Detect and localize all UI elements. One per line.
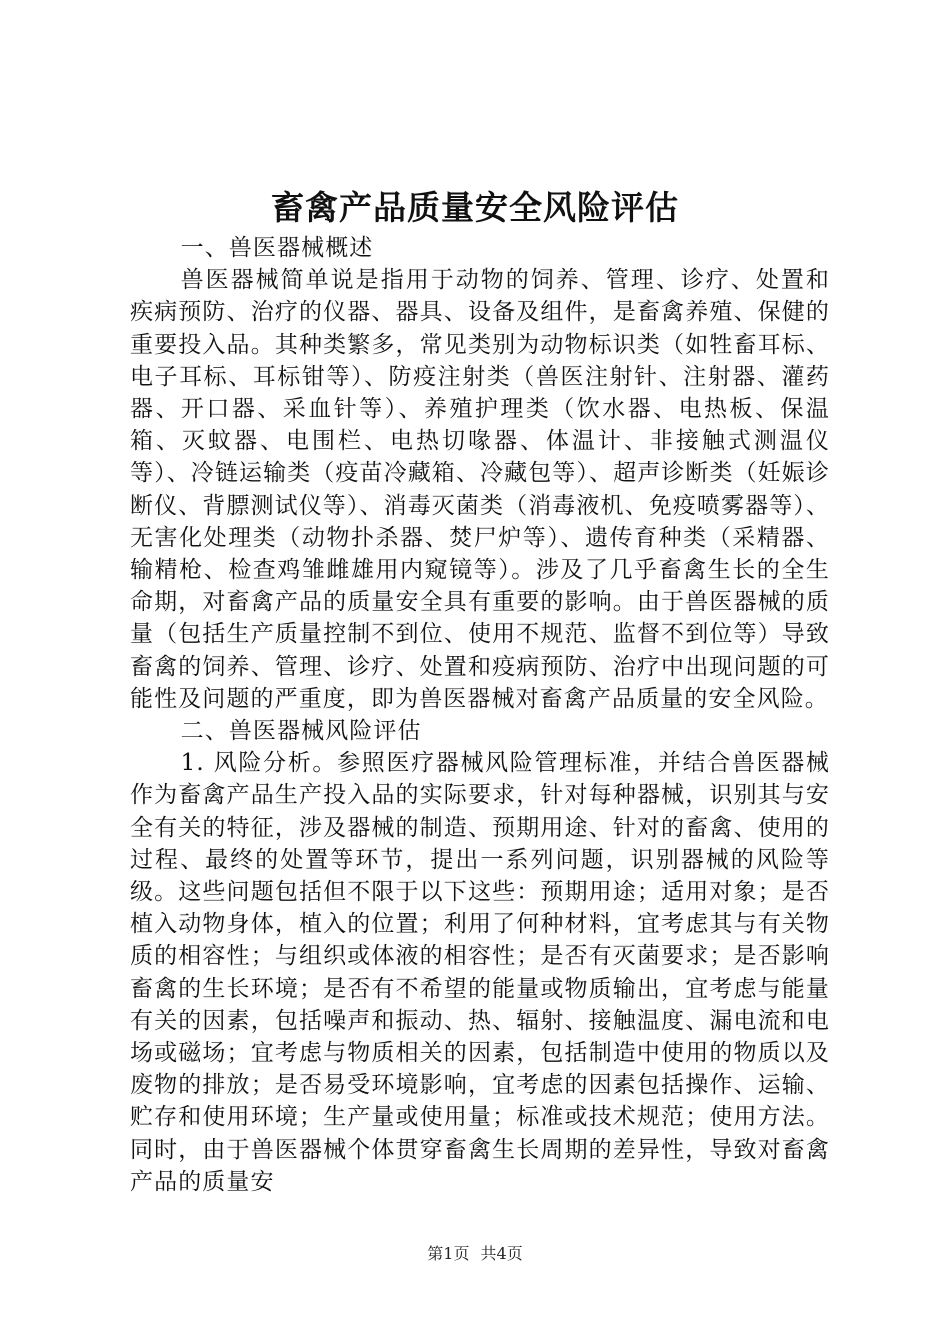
section-paragraph-risk-analysis: 1. 风险分析。参照医疗器械风险管理标准，并结合兽医器械作为畜禽产品生产投入品的实际要求，针对每种器械，识别其与安全有关的特征，涉及器械的制造、预期用途、针对的畜禽、使用的过程、最终的处置等环节，提出一系列问题，识别器械的风险等级。这些问题包括但不限于以下这些：预期用途；适用对象；是否植入动物身体，植入的位置；利用了何种材料，宜考虑其与有关物质的相容性；与组织或体液的相容性；是否有灭菌要求；是否影响畜禽的生长环境；是否有不希望的能量或物质输出，宜考虑与能量有关的因素，包括噪声和振动、热、辐射、接触温度、漏电流和电场或磁场；宜考虑与物质相关的因素，包括制造中使用的物质以及废物的排放；是否易受环境影响，宜考虑的因素包括操作、运输、贮存和使用环境；生产量或使用量；标准或技术规范；使用方法。同时，由于兽医器械个体贯穿畜禽生长周期的差异性，导致对畜禽产品的质量安	[130, 750, 830, 1195]
page-footer	[0, 1244, 950, 1264]
document-body	[130, 232, 830, 1198]
page-total: 共4页	[480, 1244, 523, 1263]
page-number: 第1页	[427, 1244, 470, 1263]
section-heading-overview: 一、兽医器械概述	[180, 235, 374, 261]
section-heading-risk-assessment: 二、兽医器械风险评估	[180, 718, 422, 745]
section-paragraph-overview: 兽医器械简单说是指用于动物的饲养、管理、诊疗、处置和疾病预防、治疗的仪器、器具、设备及组件，是畜禽养殖、保健的重要投入品。其种类繁多，常见类别为动物标识类（如牲畜耳标、电子耳标、耳标钳等）、防疫注射类（兽医注射针、注射器、灌药器、开口器、采血针等）、养殖护理类（饮水器、电热板、保温箱、灭蚊器、电围栏、电热切喙器、体温计、非接触式测温仪等）、冷链运输类（疫苗冷藏箱、冷藏包等）、超声诊断类（妊娠诊断仪、背膘测试仪等）、消毒灭菌类（消毒液机、免疫喷雾器等）、无害化处理类（动物扑杀器、焚尸炉等）、遗传育种类（采精器、输精枪、检查鸡雏雌雄用内窥镜等）。涉及了几乎畜禽生长的全生命期，对畜禽产品的质量安全具有重要的影响。由于兽医器械的质量（包括生产质量控制不到位、使用不规范、监督不到位等）导致畜禽的饲养、管理、诊疗、处置和疫病预防、治疗中出现问题的可能性及问题的严重度，即为兽医器械对畜禽产品质量的安全风险。	[130, 267, 830, 712]
document-title: 畜禽产品质量安全风险评估	[271, 188, 679, 227]
